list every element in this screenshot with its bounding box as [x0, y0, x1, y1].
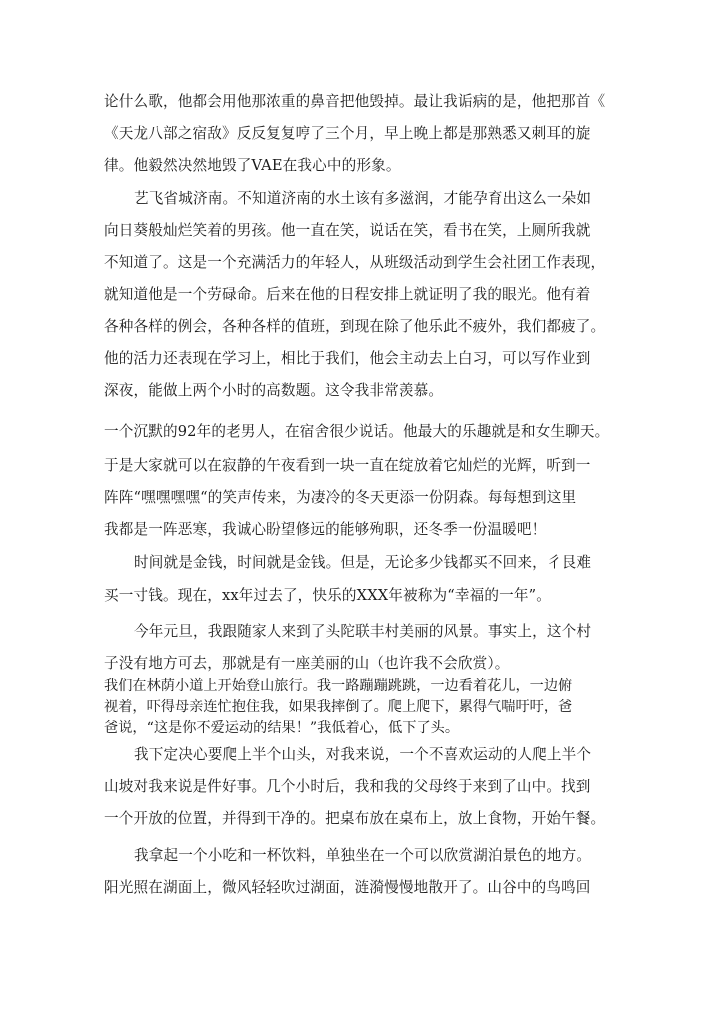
text-line: 深夜，能做上两个小时的高数题。这令我非常羡慕。 — [104, 382, 444, 399]
text-line: 一个沉默的92年的老男人，在宿舍很少说话。他最大的乐趣就是和女生聊天。 — [104, 423, 610, 440]
text-line: 艺飞省城济南。不知道济南的水土该有多滋润，才能孕育出这么一朵如 — [134, 190, 592, 207]
text-line: 今年元旦，我跟随家人来到了头陀联丰村美丽的风景。事实上，这个村 — [134, 623, 592, 640]
text-line: 我下定决心要爬上半个山头，对我来说，一个不喜欢运动的人爬上半个 — [134, 746, 592, 763]
text-line: 山坡对我来说是件好事。几个小时后，我和我的父母终于来到了山中。找到 — [104, 778, 591, 795]
text-line: 爸说，“这是你不爱运动的结果！”我低着心，低下了头。 — [104, 720, 460, 736]
text-line: 律。他毅然决然地毁了VAE在我心中的形象。 — [104, 157, 401, 174]
text-line: 时间就是金钱，时间就是金钱。但是，无论多少钱都买不回来，彳艮难 — [134, 554, 592, 571]
text-line: 子没有地方可去，那就是有一座美丽的山（也许我不会欣赏）。 — [104, 655, 510, 672]
text-line: 阵阵“嘿嘿嘿嘿“的笑声传来，为凄冷的冬天更添一份阴森。每每想到这里 — [104, 489, 577, 506]
text-line: 一个开放的位置，并得到干净的。把桌布放在桌布上，放上食物，开始午餐。 — [104, 810, 606, 827]
text-line: 《天龙八部之宿敌》反反复复哼了三个月，早上晚上都是那熟悉又刺耳的旋 — [104, 125, 591, 142]
text-line: 阳光照在湖面上，微风轻轻吹过湖面，涟漪慢慢地散开了。山谷中的鸟鸣回 — [104, 879, 591, 896]
text-line: 于是大家就可以在寂静的午夜看到一块一直在绽放着它灿烂的光辉，听到一 — [104, 457, 591, 474]
text-line: 我拿起一个小吃和一杯饮料，单独坐在一个可以欣赏湖泊景色的地方。 — [134, 847, 592, 864]
text-line: 视着，吓得母亲连忙抱住我，如果我摔倒了。爬上爬下，累得气喘吁吁，爸 — [104, 699, 573, 715]
text-line: 他的活力还表现在学习上，相比于我们，他会主动去上白习，可以写作业到 — [104, 350, 591, 367]
text-line: 我都是一阵恶寒，我诚心盼望修远的能够殉职，还冬季一份温暖吧！ — [104, 521, 547, 538]
text-line: 向日葵般灿烂笑着的男孩。他一直在笑，说话在笑，看书在笑，上厕所我就 — [104, 222, 591, 239]
text-line: 买一寸钱。现在，xx年过去了，快乐的XXX年被称为“幸福的一年”。 — [104, 587, 551, 604]
text-line: 就知道他是一个劳碌命。后来在他的日程安排上就证明了我的眼光。他有着 — [104, 286, 591, 303]
text-line: 各种各样的例会，各种各样的值班，到现在除了他乐此不疲外，我们都疲了。 — [104, 318, 606, 335]
text-line: 不知道了。这是一个充满活力的年轻人，从班级活动到学生会社团工作表现， — [104, 254, 606, 271]
text-line: 我们在林荫小道上开始登山旅行。我一路蹦蹦跳跳，一边看着花儿，一边俯 — [104, 678, 573, 694]
text-line: 论什么歌，他都会用他那浓重的鼻音把他毁掉。最让我诟病的是，他把那首《 — [104, 93, 606, 110]
